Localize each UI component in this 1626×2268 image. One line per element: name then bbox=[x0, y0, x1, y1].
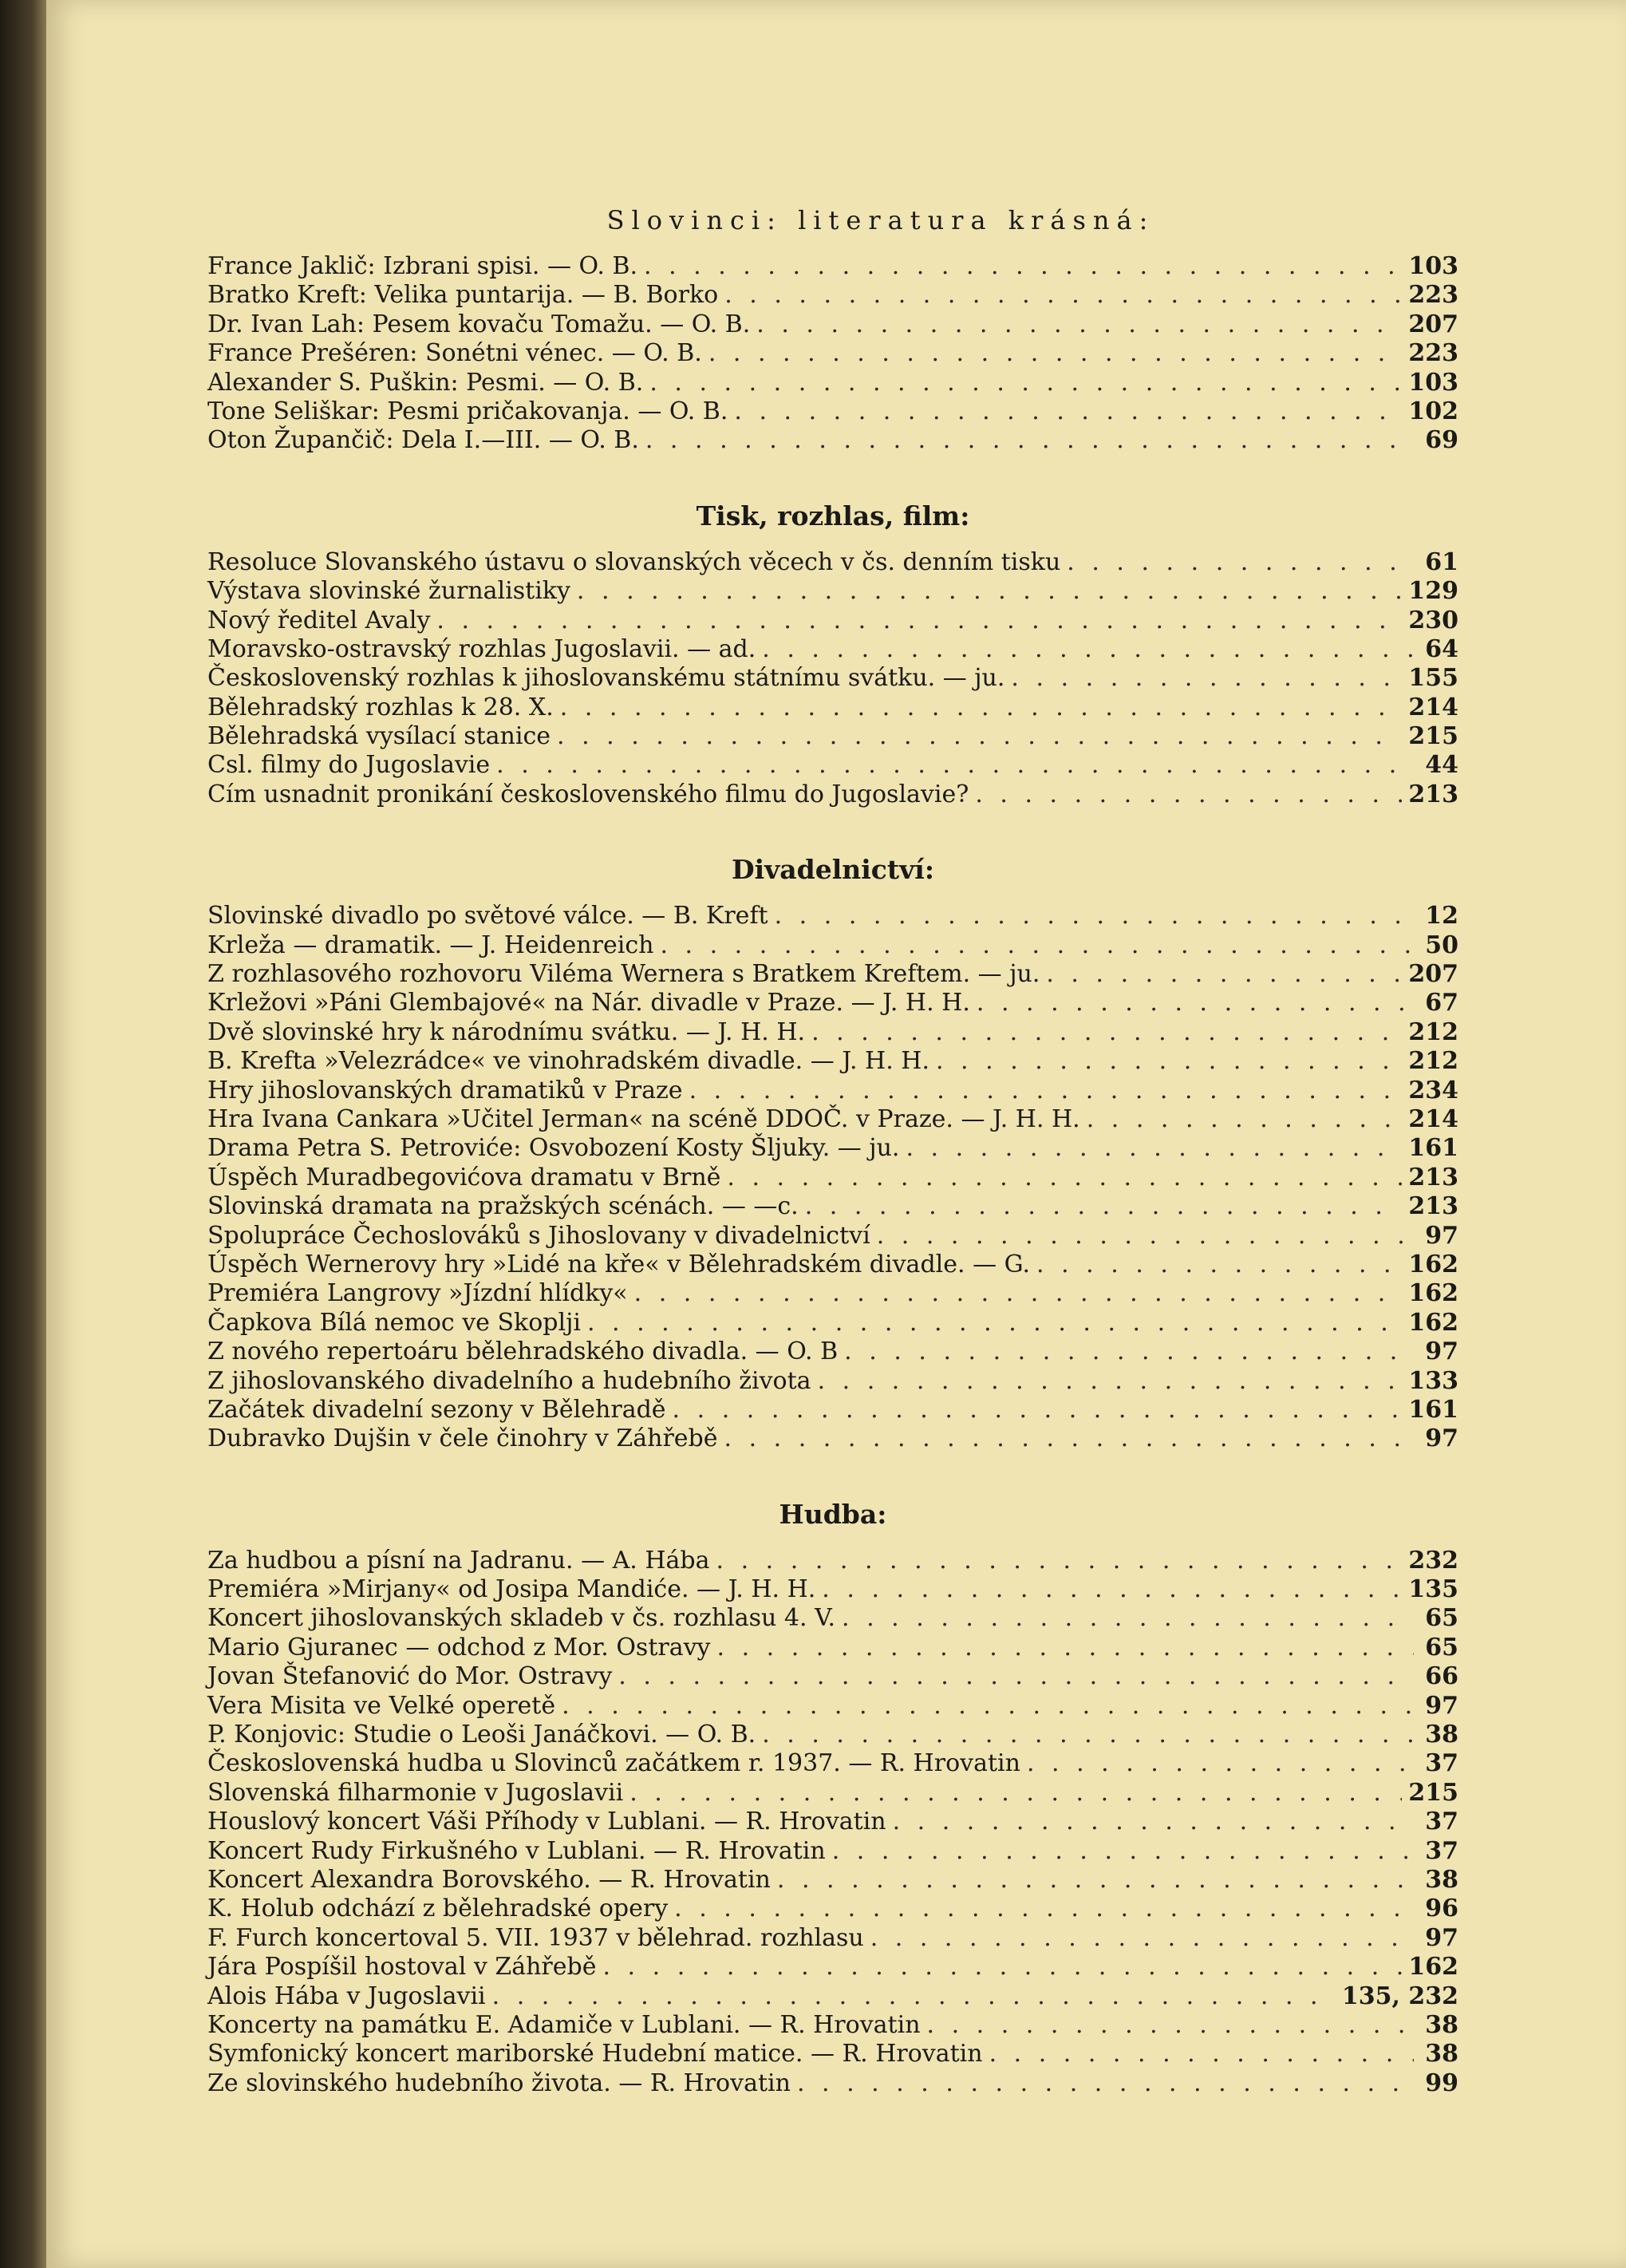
dot-leader bbox=[673, 1396, 1403, 1424]
index-entry bbox=[207, 1779, 1458, 1808]
index-entry bbox=[207, 1547, 1458, 1575]
entry-page-number: 61 bbox=[1425, 547, 1458, 576]
entry-title: Hry jihoslovanských dramatiků v Praze bbox=[207, 1076, 683, 1104]
entry-page-number: 37 bbox=[1425, 1836, 1458, 1865]
entry-title: Nový ředitel Avaly bbox=[207, 606, 431, 634]
index-entry bbox=[207, 1866, 1458, 1895]
index-entry bbox=[207, 397, 1458, 426]
dot-leader bbox=[724, 281, 1402, 310]
index-entry bbox=[207, 2040, 1458, 2068]
index-entry bbox=[207, 1895, 1458, 1923]
dot-leader bbox=[906, 1134, 1402, 1163]
entry-page-number: 162 bbox=[1408, 1250, 1458, 1278]
entry-title: P. Konjovic: Studie o Leoši Janáčkovi. — O. B. bbox=[207, 1721, 756, 1749]
entry-page-number: 38 bbox=[1425, 1721, 1458, 1749]
dot-leader bbox=[756, 310, 1402, 339]
dot-leader bbox=[602, 1953, 1402, 1982]
entry-page-number: 38 bbox=[1425, 2010, 1458, 2039]
index-entry bbox=[207, 1222, 1458, 1251]
entry-title: Krleža — dramatik. — J. Heidenreich bbox=[207, 931, 654, 959]
entry-title: Alois Hába v Jugoslavii bbox=[207, 1982, 486, 2010]
dot-leader bbox=[496, 751, 1414, 780]
entry-title: Bratko Kreft: Velika puntarija. — B. Borko bbox=[207, 281, 719, 310]
entry-page-number: 97 bbox=[1425, 1424, 1458, 1453]
entry-page-number: 37 bbox=[1425, 1808, 1458, 1836]
entry-page-number: 161 bbox=[1408, 1395, 1458, 1424]
index-entry bbox=[207, 1837, 1458, 1866]
dot-leader bbox=[822, 1575, 1402, 1604]
index-entry bbox=[207, 1604, 1458, 1633]
entry-title: Úspěch Wernerovy hry »Lidé na kře« v Bělehradském divadle. — G. bbox=[207, 1250, 1031, 1278]
entry-page-number: 215 bbox=[1408, 1778, 1458, 1807]
index-entry bbox=[207, 1692, 1458, 1721]
dot-leader bbox=[805, 1192, 1403, 1221]
entry-page-number: 102 bbox=[1408, 397, 1458, 425]
entry-page-number: 230 bbox=[1408, 606, 1458, 634]
index-section bbox=[207, 1494, 1458, 2098]
entry-page-number: 129 bbox=[1408, 577, 1458, 606]
index-entry bbox=[207, 931, 1458, 960]
dot-leader bbox=[492, 1982, 1336, 2011]
dot-leader bbox=[975, 780, 1402, 809]
entry-title: France Prešéren: Sonétni vénec. — O. B. bbox=[207, 339, 702, 368]
index-entry bbox=[207, 693, 1458, 722]
index-entry bbox=[207, 1077, 1458, 1105]
dot-leader bbox=[936, 1047, 1402, 1076]
entry-page-number: 215 bbox=[1408, 722, 1458, 751]
book-page bbox=[46, 0, 1626, 2268]
dot-leader bbox=[634, 1279, 1403, 1308]
dot-leader bbox=[877, 1222, 1414, 1251]
entry-page-number: 207 bbox=[1408, 310, 1458, 338]
entry-page-number: 38 bbox=[1425, 1865, 1458, 1894]
entry-title: Jovan Štefanović do Mor. Ostravy bbox=[207, 1662, 613, 1691]
dot-leader bbox=[557, 722, 1402, 751]
index-entry bbox=[207, 722, 1458, 751]
index-content bbox=[207, 200, 1458, 2098]
section-heading: Tisk, rozhlas, film: bbox=[696, 500, 970, 531]
index-entry bbox=[207, 1105, 1458, 1134]
index-entry bbox=[207, 577, 1458, 606]
dot-leader bbox=[724, 1424, 1415, 1453]
dot-leader bbox=[587, 1309, 1402, 1337]
entry-title: Moravsko-ostravský rozhlas Jugoslavii. — ad. bbox=[207, 634, 756, 663]
index-entry bbox=[207, 1279, 1458, 1308]
entry-page-number: 234 bbox=[1408, 1076, 1458, 1104]
index-entry bbox=[207, 635, 1458, 664]
index-entry bbox=[207, 339, 1458, 368]
entry-page-number: 97 bbox=[1425, 1221, 1458, 1250]
entry-page-number: 212 bbox=[1408, 1047, 1458, 1076]
index-entry bbox=[207, 751, 1458, 780]
dot-leader bbox=[660, 931, 1414, 960]
entry-title: Z rozhlasového rozhovoru Viléma Wernera s Bratkem Kreftem. — ju. bbox=[207, 960, 1040, 989]
dot-leader bbox=[1027, 1749, 1414, 1778]
entry-page-number: 66 bbox=[1425, 1662, 1458, 1691]
index-entry bbox=[207, 1924, 1458, 1953]
index-entry bbox=[207, 1808, 1458, 1836]
index-entry bbox=[207, 1337, 1458, 1366]
entry-title: Československá hudba u Slovinců začátkem r. 1937. — R. Hrovatin bbox=[207, 1749, 1020, 1778]
entry-page-number: 213 bbox=[1408, 780, 1458, 808]
index-entry bbox=[207, 2011, 1458, 2040]
section-gap bbox=[207, 1454, 1458, 1494]
index-entry bbox=[207, 1634, 1458, 1662]
index-entry bbox=[207, 281, 1458, 310]
entry-title: Československý rozhlas k jihoslovanskému státnímu svátku. — ju. bbox=[207, 664, 1005, 693]
index-entry bbox=[207, 607, 1458, 635]
dot-leader bbox=[777, 1866, 1414, 1895]
index-entry bbox=[207, 2069, 1458, 2098]
index-entry bbox=[207, 1396, 1458, 1424]
index-entry bbox=[207, 902, 1458, 931]
index-section bbox=[207, 496, 1458, 810]
entry-title: Alexander S. Puškin: Pesmi. — O. B. bbox=[207, 368, 644, 397]
dot-leader bbox=[629, 1779, 1402, 1808]
entry-page-number: 214 bbox=[1408, 693, 1458, 721]
index-entry bbox=[207, 1367, 1458, 1396]
entry-title: Dr. Ivan Lah: Pesem kovaču Tomažu. — O. B. bbox=[207, 310, 751, 338]
entry-page-number: 12 bbox=[1425, 902, 1458, 931]
entry-title: Koncert Alexandra Borovského. — R. Hrovatin bbox=[207, 1865, 771, 1894]
entry-page-number: 207 bbox=[1408, 960, 1458, 989]
index-entry bbox=[207, 1749, 1458, 1778]
index-entry bbox=[207, 989, 1458, 1017]
entry-title: K. Holub odchází z bělehradské opery bbox=[207, 1895, 669, 1923]
index-entry bbox=[207, 1018, 1458, 1047]
entry-title: Začátek divadelní sezony v Bělehradě bbox=[207, 1395, 666, 1424]
dot-leader bbox=[577, 577, 1402, 606]
dot-leader bbox=[645, 426, 1414, 455]
dot-leader bbox=[618, 1662, 1414, 1691]
index-entry bbox=[207, 1424, 1458, 1453]
entry-title: Koncert Rudy Firkušného v Lublani. — R. Hrovatin bbox=[207, 1836, 826, 1865]
index-entry bbox=[207, 369, 1458, 397]
dot-leader bbox=[560, 693, 1403, 722]
entry-title: Drama Petra S. Petroviće: Osvobození Kosty Šljuky. — ju. bbox=[207, 1134, 900, 1163]
entry-page-number: 44 bbox=[1425, 751, 1458, 780]
entry-list bbox=[207, 902, 1458, 1453]
dot-leader bbox=[727, 1164, 1402, 1192]
index-entry bbox=[207, 664, 1458, 693]
index-entry bbox=[207, 1164, 1458, 1192]
section-gap bbox=[207, 809, 1458, 849]
entry-title: Z jihoslovanského divadelního a hudebního života bbox=[207, 1366, 811, 1395]
entry-title: Slovinské divadlo po světové válce. — B. Kreft bbox=[207, 902, 768, 931]
dot-leader bbox=[674, 1895, 1414, 1923]
dot-leader bbox=[1087, 1105, 1403, 1134]
dot-leader bbox=[977, 989, 1414, 1017]
dot-leader bbox=[562, 1692, 1414, 1721]
entry-title: Dvě slovinské hry k národnímu svátku. — J. H. H. bbox=[207, 1017, 806, 1046]
index-entry bbox=[207, 310, 1458, 339]
entry-page-number: 232 bbox=[1408, 1546, 1458, 1575]
entry-title: Oton Župančič: Dela I.—III. — O. B. bbox=[207, 426, 639, 455]
index-entry bbox=[207, 1192, 1458, 1221]
entry-page-number: 97 bbox=[1425, 1923, 1458, 1952]
index-entry bbox=[207, 1662, 1458, 1691]
entry-page-number: 37 bbox=[1425, 1749, 1458, 1778]
entry-list bbox=[207, 548, 1458, 810]
index-entry bbox=[207, 548, 1458, 577]
entry-title: Koncerty na památku E. Adamiče v Lublani. — R. Hrovatin bbox=[207, 2010, 921, 2039]
entry-page-number: 97 bbox=[1425, 1691, 1458, 1720]
index-entry bbox=[207, 1047, 1458, 1076]
index-entry bbox=[207, 426, 1458, 455]
dot-leader bbox=[844, 1337, 1414, 1366]
entry-title: Výstava slovinské žurnalistiky bbox=[207, 577, 570, 606]
entry-title: Csl. filmy do Jugoslavie bbox=[207, 751, 491, 780]
section-heading: Slovinci: literatura krásná: bbox=[606, 205, 1155, 235]
book-spine bbox=[0, 0, 46, 2268]
entry-page-number: 214 bbox=[1408, 1104, 1458, 1133]
entry-page-number: 162 bbox=[1408, 1308, 1458, 1337]
entry-page-number: 155 bbox=[1408, 664, 1458, 693]
entry-page-number: 162 bbox=[1408, 1279, 1458, 1308]
entry-title: Houslový koncert Váši Příhody v Lublani. — R. Hrovatin bbox=[207, 1808, 886, 1836]
entry-title: Hra Ivana Cankara »Učitel Jerman« na scéně DDOČ. v Praze. — J. H. H. bbox=[207, 1104, 1080, 1133]
entry-page-number: 212 bbox=[1408, 1017, 1458, 1046]
entry-page-number: 65 bbox=[1425, 1633, 1458, 1661]
entry-page-number: 135 bbox=[1408, 1575, 1458, 1604]
dot-leader bbox=[870, 1924, 1414, 1953]
dot-leader bbox=[1046, 960, 1402, 989]
index-section bbox=[207, 849, 1458, 1453]
dot-leader bbox=[832, 1837, 1414, 1866]
entry-title: Dubravko Dujšin v čele činohry v Záhřebě bbox=[207, 1424, 718, 1453]
dot-leader bbox=[762, 1721, 1414, 1749]
entry-title: Krležovi »Páni Glembajové« na Nár. divadle v Praze. — J. H. H. bbox=[207, 989, 970, 1017]
entry-title: Úspěch Muradbegovićova dramatu v Brně bbox=[207, 1163, 721, 1191]
entry-page-number: 161 bbox=[1408, 1134, 1458, 1163]
entry-title: France Jaklič: Izbrani spisi. — O. B. bbox=[207, 252, 638, 280]
index-entry bbox=[207, 1575, 1458, 1604]
section-heading: Hudba: bbox=[779, 1498, 887, 1530]
entry-page-number: 223 bbox=[1408, 339, 1458, 368]
index-entry bbox=[207, 1309, 1458, 1337]
entry-title: Resoluce Slovanského ústavu o slovanských věcech v čs. denním tisku bbox=[207, 547, 1061, 576]
entry-title: Koncert jihoslovanských skladeb v čs. rozhlasu 4. V. bbox=[207, 1604, 836, 1633]
entry-title: Cím usnadnit pronikání československého filmu do Jugoslavie? bbox=[207, 780, 969, 808]
dot-leader bbox=[1067, 548, 1414, 577]
entry-page-number: 99 bbox=[1425, 2068, 1458, 2097]
entry-page-number: 133 bbox=[1408, 1366, 1458, 1395]
entry-title: Spolupráce Čechoslováků s Jihoslovany v divadelnictví bbox=[207, 1221, 870, 1250]
dot-leader bbox=[818, 1367, 1403, 1396]
entry-page-number: 135, 232 bbox=[1341, 1982, 1458, 2010]
index-entry bbox=[207, 780, 1458, 809]
entry-title: Jára Pospíšil hostoval v Záhřebě bbox=[207, 1953, 597, 1982]
section-gap bbox=[207, 456, 1458, 496]
entry-page-number: 213 bbox=[1408, 1192, 1458, 1221]
dot-leader bbox=[1011, 664, 1402, 693]
dot-leader bbox=[842, 1604, 1414, 1633]
dot-leader bbox=[927, 2011, 1414, 2040]
entry-page-number: 103 bbox=[1408, 252, 1458, 280]
index-entry bbox=[207, 1134, 1458, 1163]
entry-title: Vera Misita ve Velké operetě bbox=[207, 1691, 556, 1720]
dot-leader bbox=[716, 1547, 1403, 1575]
index-entry bbox=[207, 1982, 1458, 2011]
entry-page-number: 103 bbox=[1408, 368, 1458, 397]
entry-page-number: 97 bbox=[1425, 1337, 1458, 1366]
entry-page-number: 96 bbox=[1425, 1895, 1458, 1923]
entry-list bbox=[207, 1547, 1458, 2098]
dot-leader bbox=[762, 635, 1414, 664]
entry-page-number: 223 bbox=[1408, 281, 1458, 310]
entry-title: Tone Seliškar: Pesmi pričakovanja. — O. B. bbox=[207, 397, 728, 425]
entry-list bbox=[207, 252, 1458, 456]
entry-title: Za hudbou a písní na Jadranu. — A. Hába bbox=[207, 1546, 710, 1575]
entry-title: Mario Gjuranec — odchod z Mor. Ostravy bbox=[207, 1633, 711, 1661]
index-section bbox=[207, 200, 1458, 456]
dot-leader bbox=[775, 902, 1414, 931]
dot-leader bbox=[717, 1634, 1415, 1662]
entry-title: Premiéra »Mirjany« od Josipa Mandiće. — J. H. H. bbox=[207, 1575, 816, 1604]
index-entry bbox=[207, 1251, 1458, 1279]
entry-page-number: 50 bbox=[1425, 931, 1458, 959]
dot-leader bbox=[989, 2040, 1414, 2068]
entry-page-number: 162 bbox=[1408, 1953, 1458, 1982]
dot-leader bbox=[436, 607, 1402, 635]
entry-title: Z nového repertoáru bělehradského divadla. — O. B bbox=[207, 1337, 839, 1366]
entry-title: Premiéra Langrovy »Jízdní hlídky« bbox=[207, 1279, 628, 1308]
section-heading: Divadelnictví: bbox=[731, 854, 935, 886]
dot-leader bbox=[649, 369, 1402, 397]
dot-leader bbox=[811, 1018, 1402, 1047]
entry-title: F. Furch koncertoval 5. VII. 1937 v bělehrad. rozhlasu bbox=[207, 1923, 864, 1952]
index-entry bbox=[207, 1953, 1458, 1982]
entry-title: Čapkova Bílá nemoc ve Skoplji bbox=[207, 1308, 581, 1337]
entry-title: Bělehradská vysílací stanice bbox=[207, 722, 551, 751]
dot-leader bbox=[708, 339, 1403, 368]
entry-page-number: 213 bbox=[1408, 1163, 1458, 1191]
dot-leader bbox=[893, 1808, 1414, 1836]
entry-title: Slovenská filharmonie v Jugoslavii bbox=[207, 1778, 624, 1807]
entry-page-number: 64 bbox=[1425, 634, 1458, 663]
entry-page-number: 69 bbox=[1425, 426, 1458, 455]
entry-title: Symfonický koncert mariborské Hudební matice. — R. Hrovatin bbox=[207, 2040, 983, 2068]
entry-title: Ze slovinského hudebního života. — R. Hrovatin bbox=[207, 2068, 791, 2097]
dot-leader bbox=[689, 1077, 1403, 1105]
entry-title: Bělehradský rozhlas k 28. X. bbox=[207, 693, 554, 721]
dot-leader bbox=[1036, 1251, 1402, 1279]
entry-page-number: 67 bbox=[1425, 989, 1458, 1017]
entry-title: Slovinská dramata na pražských scénách. — —c. bbox=[207, 1192, 799, 1221]
dot-leader bbox=[734, 397, 1402, 426]
index-entry bbox=[207, 252, 1458, 281]
dot-leader bbox=[797, 2069, 1414, 2098]
entry-page-number: 65 bbox=[1425, 1604, 1458, 1633]
index-entry bbox=[207, 960, 1458, 989]
entry-page-number: 38 bbox=[1425, 2040, 1458, 2068]
dot-leader bbox=[644, 252, 1402, 281]
entry-title: B. Krefta »Velezrádce« ve vinohradském divadle. — J. H. H. bbox=[207, 1047, 929, 1076]
index-entry bbox=[207, 1721, 1458, 1749]
